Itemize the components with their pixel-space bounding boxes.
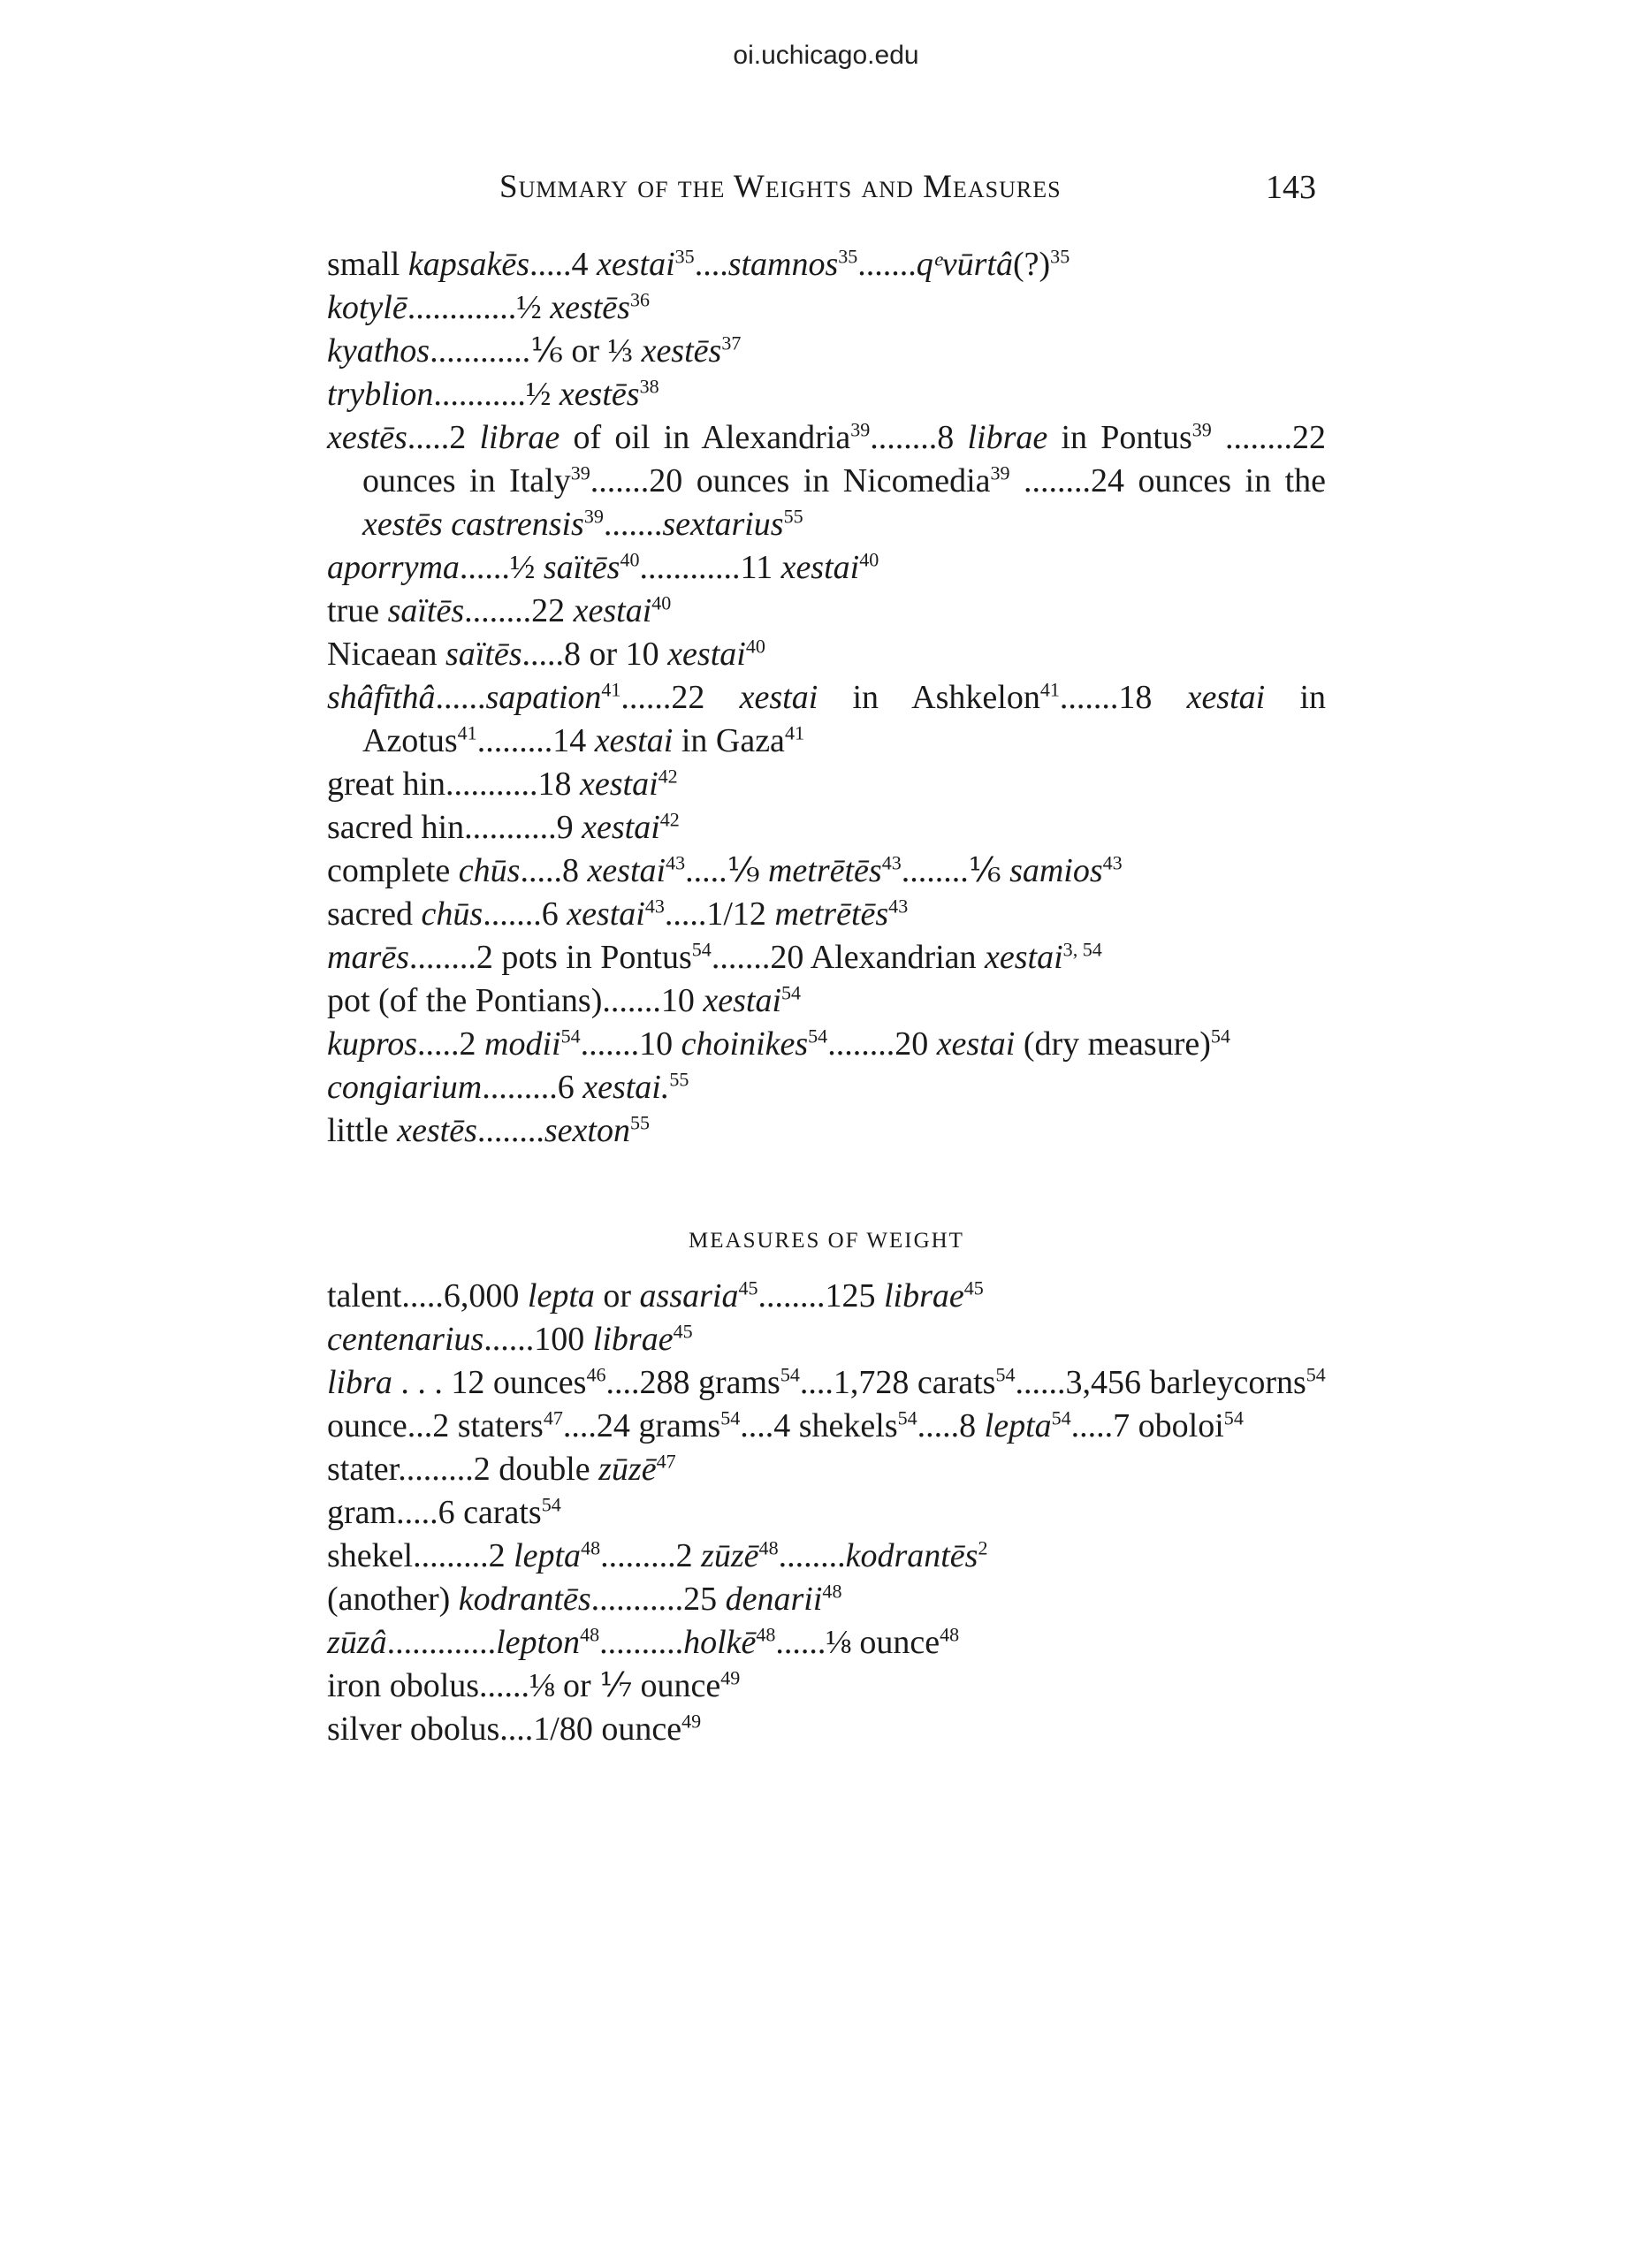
measure-entry: Nicaean saïtēs.....8 or 10 xestai$^{40}$	[327, 635, 765, 673]
measure-entry: tryblion...........½ xestēs$^{38}$	[327, 375, 659, 413]
measure-entry: zūzâ.............lepton$^{48}$..........holkē$^{48}$......⅛ ounce$^{48}$	[327, 1623, 960, 1661]
section-heading-weight: MEASURES OF WEIGHT	[689, 1229, 964, 1253]
measure-entry: centenarius......100 librae$^{45}$	[327, 1320, 693, 1358]
weight-measures-list	[327, 1275, 1326, 1751]
measure-entry: silver obolus....1/80 ounce$^{49}$	[327, 1710, 702, 1748]
page-number: 143	[1266, 169, 1316, 206]
measure-entry: kupros.....2 modii$^{54}$.......10 choinikes$^{54}$........20 xestai (dry measure)$^{54}$	[327, 1025, 1230, 1063]
measure-entry: kyathos............⅙ or ⅓ xestēs$^{37}$	[327, 331, 742, 370]
measure-entry: shekel.........2 lepta$^{48}$.........2 zūzē$^{48}$........kodrantēs$^2$	[327, 1536, 988, 1574]
measure-entry: congiarium.........6 xestai.$^{55}$	[327, 1068, 689, 1106]
measure-entry: ounce...2 staters$^{47}$....24 grams$^{54}$....4 shekels$^{54}$.....8 lepta$^{54}$.....7 oboloi$^{54}$	[327, 1406, 1244, 1444]
measure-entry: aporryma......½ saïtēs$^{40}$............11 xestai$^{40}$	[327, 548, 879, 586]
measure-entry: sacred chūs.......6 xestai$^{43}$.....1/12 metrētēs$^{43}$	[327, 895, 909, 933]
measure-entry: libra . . . 12 ounces$^{46}$....288 grams$^{54}$....1,728 carats$^{54}$......3,456 barleycorns$^{54}$	[327, 1363, 1326, 1401]
measure-entry: shâfīthâ......sapation$^{41}$......22 xestai in Ashkelon$^{41}$.......18 xestai in Azotus$^{41}$.........14 xestai in Gaza$^{41}$	[327, 678, 1326, 759]
capacity-measures-list	[327, 243, 1326, 1153]
measure-entry: pot (of the Pontians).......10 xestai$^{54}$	[327, 981, 802, 1019]
running-head: Summary of the Weights and Measures	[499, 169, 1062, 205]
measure-entry: stater.........2 double zūzē$^{47}$	[327, 1450, 676, 1488]
measure-entry: iron obolus......⅛ or ⅐ ounce$^{49}$	[327, 1666, 741, 1704]
measure-entry: complete chūs.....8 xestai$^{43}$.....⅑ metrētēs$^{43}$........⅙ samios$^{43}$	[327, 851, 1123, 889]
measure-entry: talent.....6,000 lepta or assaria$^{45}$........125 librae$^{45}$	[327, 1276, 984, 1314]
measure-entry: marēs........2 pots in Pontus$^{54}$.......20 Alexandrian xestai$^{3, 54}$	[327, 938, 1102, 976]
page-content	[327, 243, 1326, 1751]
measure-entry: true saïtēs........22 xestai$^{40}$	[327, 591, 672, 629]
measure-entry: gram.....6 carats$^{54}$	[327, 1493, 561, 1531]
measure-entry: great hin...........18 xestai$^{42}$	[327, 765, 678, 803]
measure-entry: sacred hin...........9 xestai$^{42}$	[327, 808, 680, 846]
measure-entry: kotylē.............½ xestēs$^{36}$	[327, 288, 650, 326]
measure-entry: (another) kodrantēs...........25 denarii$^{48}$	[327, 1580, 842, 1618]
measure-entry: little xestēs........sexton$^{55}$	[327, 1111, 650, 1149]
watermark: oi.uchicago.edu	[733, 41, 919, 70]
measure-entry: xestēs.....2 librae of oil in Alexandria$^{39}$........8 librae in Pontus$^{39}$ ........22 ounces in Italy$^{39}$.......20 ounces in Nicomedia$^{39}$ ........24 ounces in the xestēs castrensis$^{39}$.......sextarius$^{55}$	[327, 418, 1327, 543]
measure-entry: small kapsakēs.....4 xestai$^{35}$....stamnos$^{35}$.......qᵉvūrtâ(?)$^{35}$	[327, 245, 1070, 283]
